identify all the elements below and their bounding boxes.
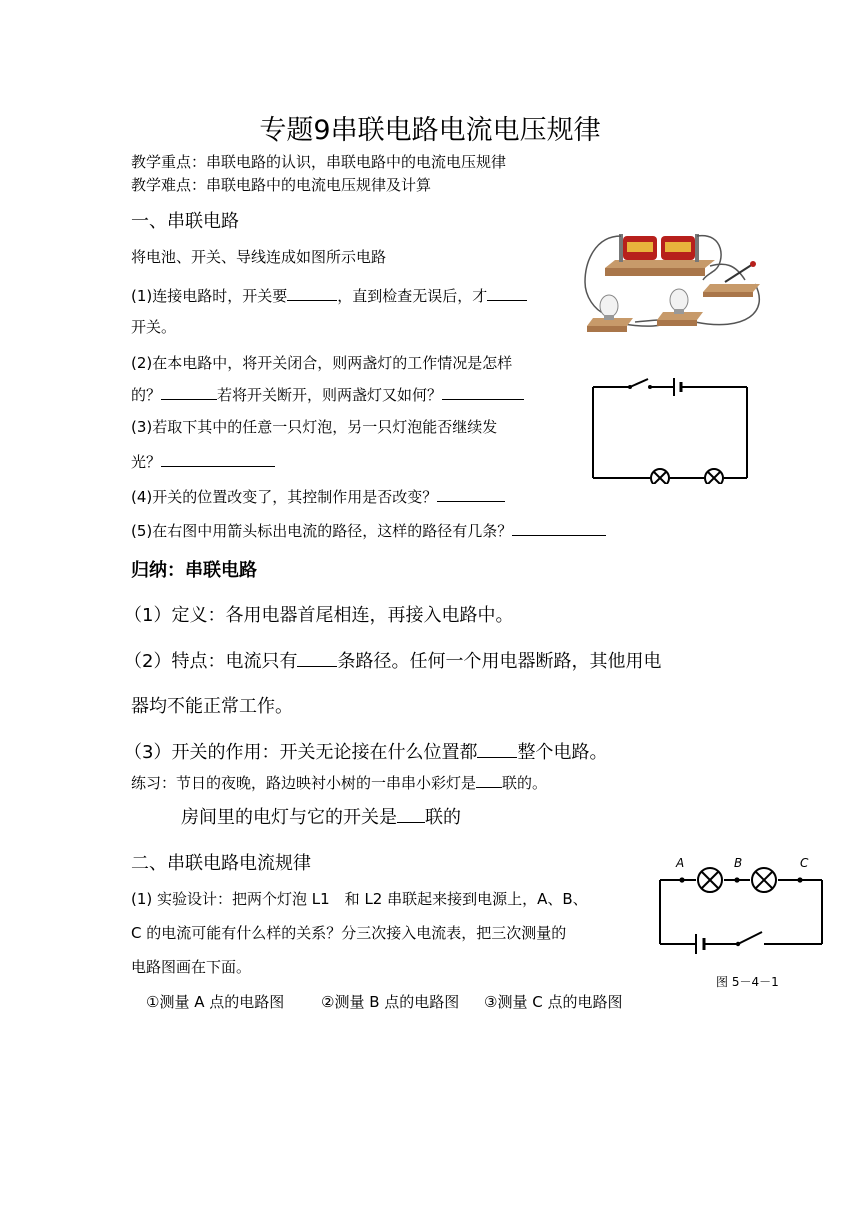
answer-blank[interactable]	[437, 485, 505, 502]
answer-blank[interactable]	[476, 771, 502, 788]
point-c-label: C	[800, 856, 809, 870]
measure-a-label: ①测量 A 点的电路图	[146, 993, 285, 1011]
answer-blank[interactable]	[297, 650, 337, 667]
teaching-focus: 教学重点：串联电路的认识，串联电路中的电流电压规律	[131, 153, 507, 171]
practice-line-1: 练习：节日的夜晚，路边映衬小树的一串串小彩灯是 联的。	[131, 771, 547, 793]
point-a-label: A	[676, 856, 685, 870]
experiment-text-1: (1) 实验设计：把两个灯泡 L1 和 L2 串联起来接到电源上，A、B、	[131, 890, 588, 908]
answer-blank[interactable]	[487, 284, 527, 301]
question-1-cont: 开关。	[131, 318, 177, 336]
point-b-label: B	[734, 856, 743, 870]
question-4: (4)开关的位置改变了，其控制作用是否改变？	[131, 485, 505, 507]
answer-blank[interactable]	[161, 450, 275, 467]
page-title: 专题9串联电路电流电压规律	[259, 115, 601, 146]
summary-heading: 归纳：串联电路	[131, 560, 257, 581]
section1-intro: 将电池、开关、导线连成如图所示电路	[131, 248, 387, 266]
question-2-cont: 的？ 若将开关断开，则两盏灯又如何？	[131, 383, 524, 405]
measure-b-label: ②测量 B 点的电路图	[321, 993, 460, 1011]
summary-feature-cont: 器均不能正常工作。	[131, 696, 293, 717]
measure-c-label: ③测量 C 点的电路图	[484, 993, 623, 1011]
answer-blank[interactable]	[477, 741, 517, 758]
question-1: (1)连接电路时，开关要 ，直到检查无误后，才	[131, 284, 527, 306]
experiment-text-3: 电路图画在下面。	[131, 958, 252, 976]
figure-5-4-1	[650, 852, 830, 998]
figure-caption: 图 5－4－1	[716, 975, 779, 989]
teaching-difficulty: 教学难点：串联电路中的电流电压规律及计算	[131, 176, 432, 194]
series-circuit-diagram	[588, 372, 753, 484]
answer-blank[interactable]	[397, 806, 425, 823]
answer-blank[interactable]	[442, 383, 524, 400]
answer-blank[interactable]	[287, 284, 337, 301]
summary-definition: （1）定义：各用电器首尾相连，再接入电路中。	[124, 605, 514, 626]
experiment-text-2: C 的电流可能有什么样的关系？分三次接入电流表，把三次测量的	[131, 924, 567, 942]
answer-blank[interactable]	[512, 519, 606, 536]
summary-switch: （3）开关的作用：开关无论接在什么位置都 整个电路。	[124, 742, 608, 763]
answer-blank[interactable]	[161, 383, 217, 400]
summary-feature: （2）特点：电流只有 条路径。任何一个用电器断路，其他用电	[124, 651, 662, 672]
question-3-cont: 光？	[131, 450, 275, 472]
section1-heading: 一、串联电路	[131, 211, 239, 232]
section2-heading: 二、串联电路电流规律	[131, 853, 311, 874]
question-2: (2)在本电路中，将开关闭合，则两盏灯的工作情况是怎样	[131, 354, 513, 372]
practice-line-2: 房间里的电灯与它的开关是 联的	[181, 807, 461, 828]
circuit-photo	[575, 222, 775, 344]
question-3: (3)若取下其中的任意一只灯泡，另一只灯泡能否继续发	[131, 418, 498, 436]
question-5: (5)在右图中用箭头标出电流的路径，这样的路径有几条？	[131, 519, 606, 541]
